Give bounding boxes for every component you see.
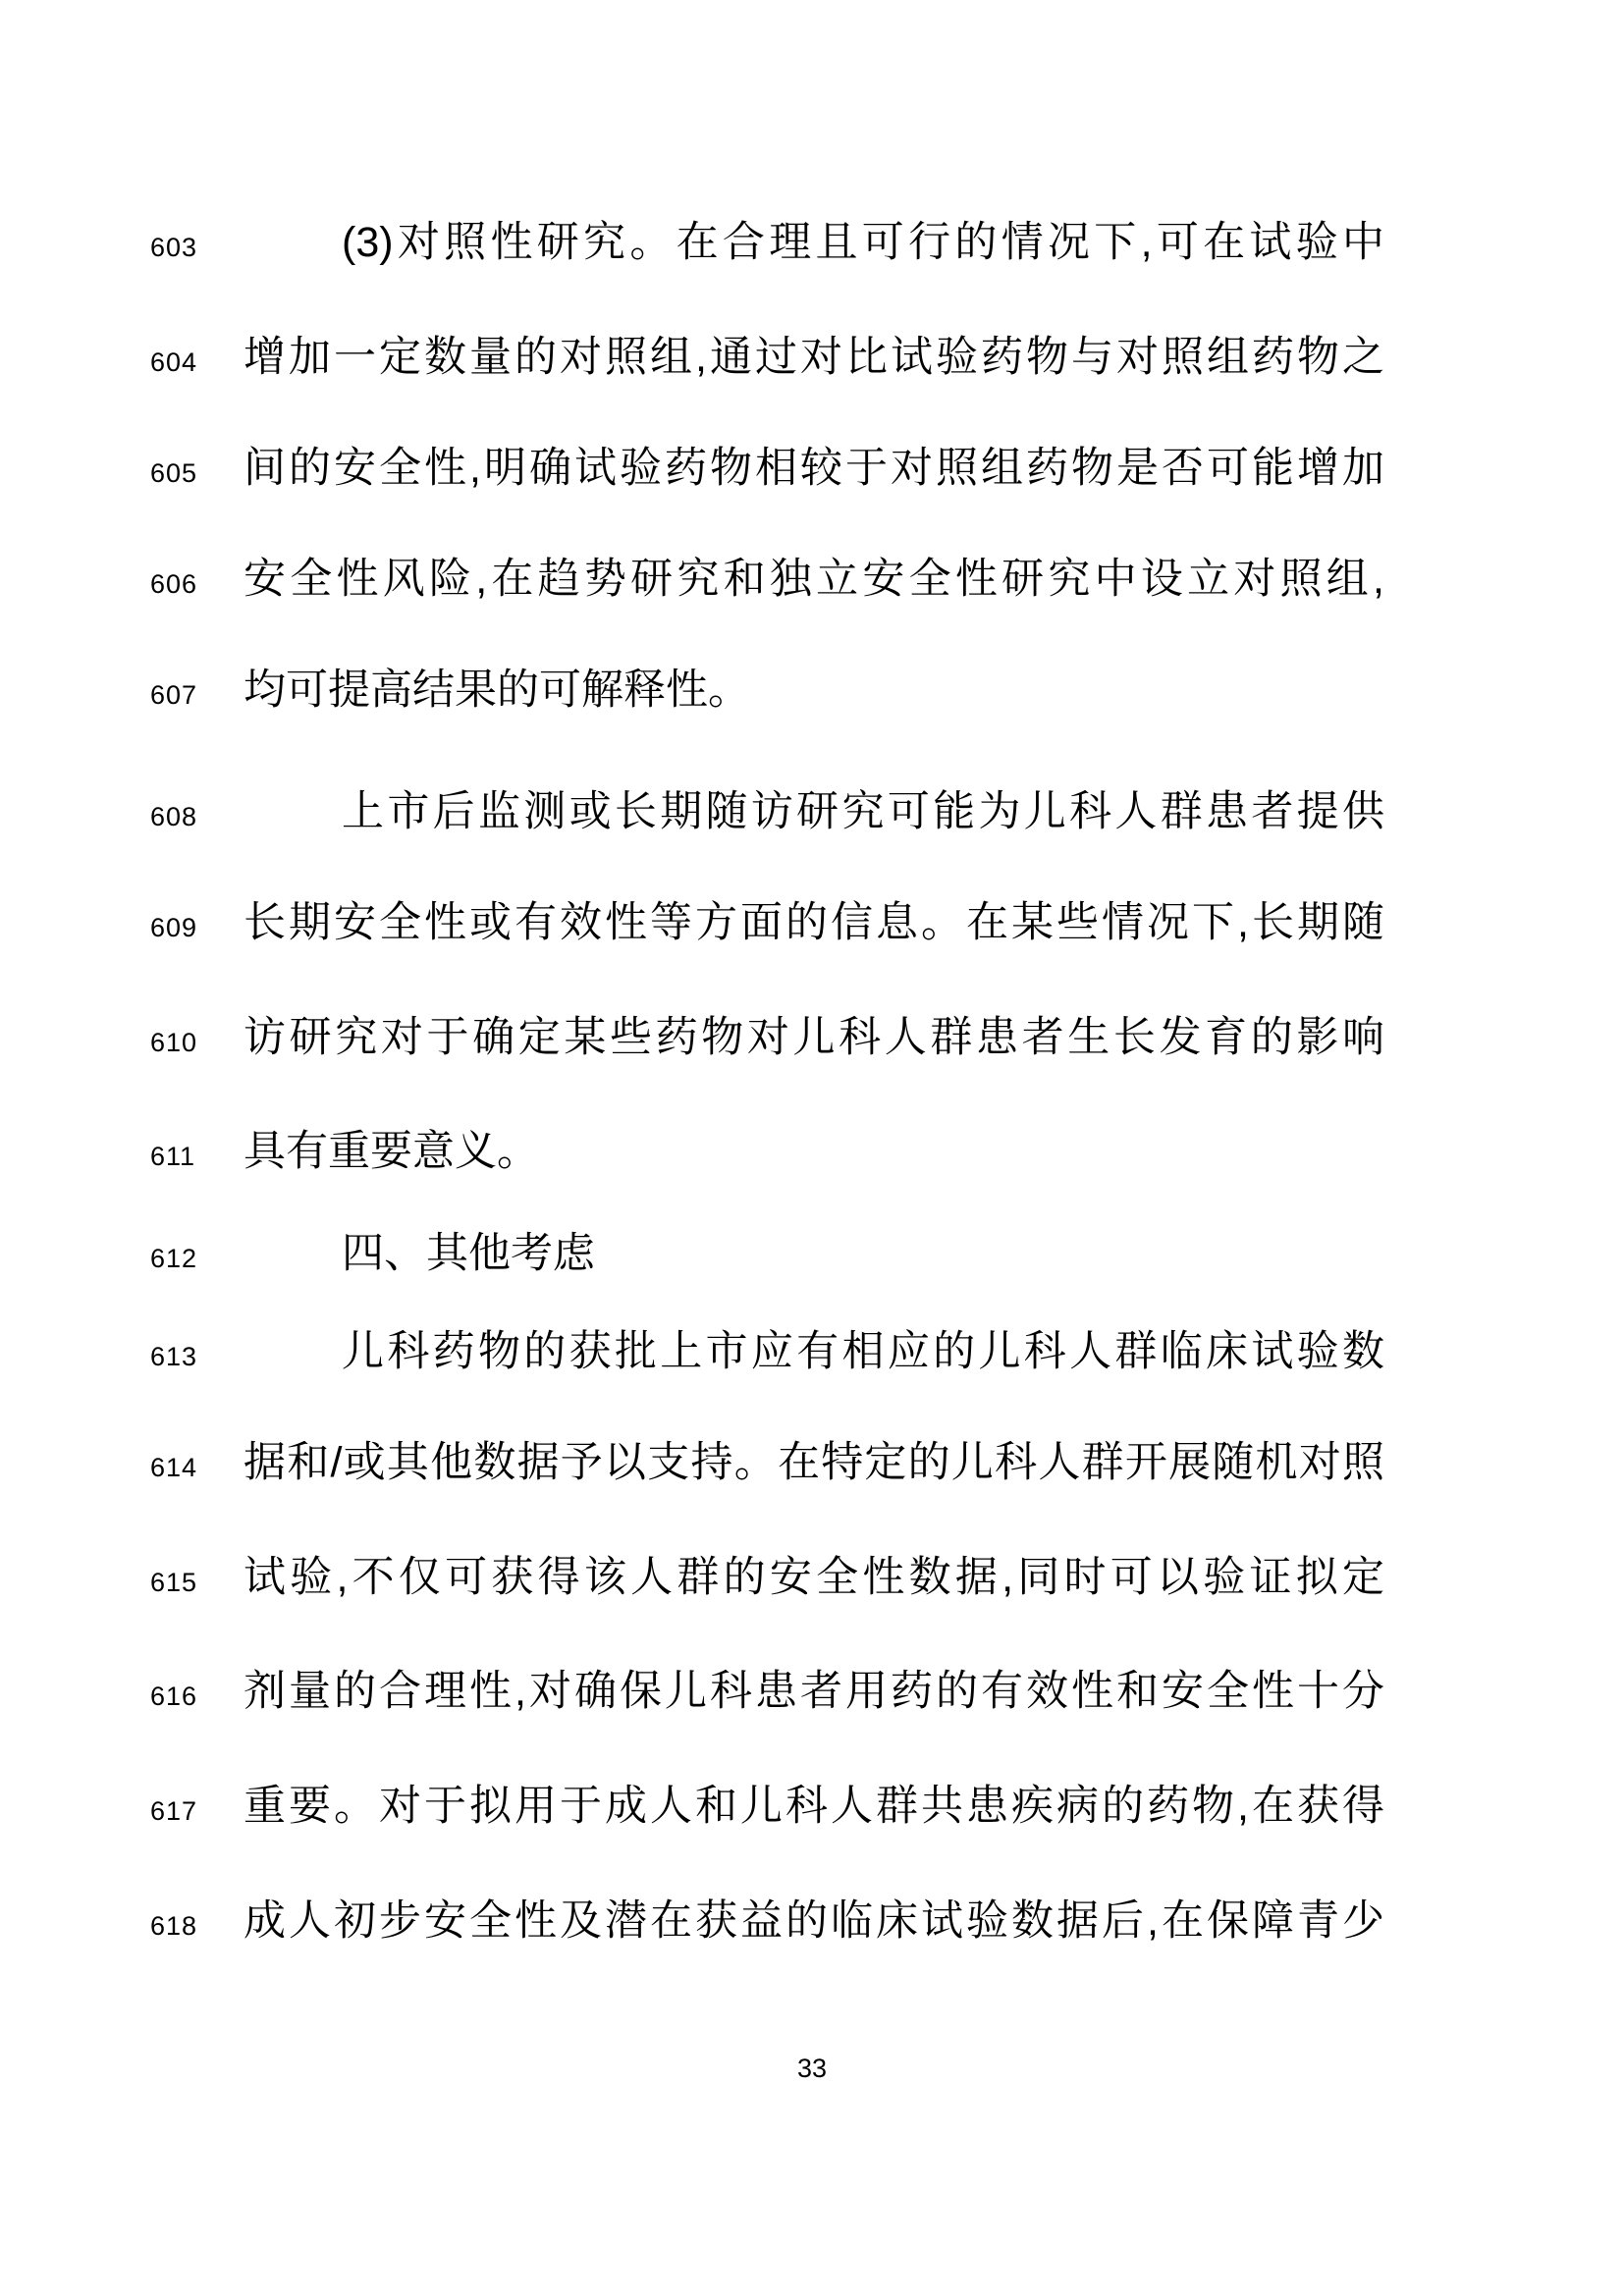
- text-line-row: [150, 439, 1384, 503]
- text-line-row: [150, 782, 1384, 846]
- text-line-row: [150, 661, 1384, 724]
- text-line-row: [150, 1777, 1384, 1841]
- line-number: 605: [150, 458, 198, 488]
- line-number: 617: [150, 1796, 198, 1826]
- text-line-row: [150, 213, 1384, 277]
- line-number: 606: [150, 569, 198, 599]
- body-line-text: 据和/或其他数据予以支持。在特定的儿科人群开展随机对照: [244, 1439, 1384, 1486]
- body-line-text: 长期安全性或有效性等方面的信息。在某些情况下,长期随: [244, 899, 1384, 946]
- line-number: 613: [150, 1342, 198, 1371]
- text-line-row: [150, 328, 1384, 392]
- body-line-text: 均可提高结果的可解释性。: [244, 667, 750, 714]
- line-number: 609: [150, 913, 198, 942]
- line-number: 616: [150, 1682, 198, 1711]
- body-line-text: 间的安全性,明确试验药物相较于对照组药物是否可能增加: [244, 445, 1384, 492]
- text-line-row: [150, 1548, 1384, 1612]
- line-number: 618: [150, 1911, 198, 1941]
- body-line-text: 具有重要意义。: [244, 1128, 539, 1175]
- line-number: 604: [150, 347, 198, 377]
- text-line-row: [150, 1322, 1384, 1386]
- body-line-text: 重要。对于拟用于成人和儿科人群共患疾病的药物,在获得: [244, 1783, 1384, 1830]
- text-line-row: [150, 1892, 1384, 1955]
- body-line-text: 上市后监测或长期随访研究可能为儿科人群患者提供: [342, 788, 1384, 835]
- line-number: 610: [150, 1028, 198, 1057]
- body-line-text: 剂量的合理性,对确保儿科患者用药的有效性和安全性十分: [244, 1668, 1384, 1715]
- body-line-text: 试验,不仅可获得该人群的安全性数据,同时可以验证拟定: [244, 1554, 1384, 1601]
- text-line-row: [150, 1122, 1384, 1186]
- section-heading-text: 四、其他考虑: [342, 1230, 595, 1277]
- body-line-text: 儿科药物的获批上市应有相应的儿科人群临床试验数: [342, 1328, 1384, 1375]
- text-line-row: [150, 1433, 1384, 1497]
- text-line-row: [150, 1662, 1384, 1726]
- heading-line-row: [150, 1224, 1384, 1288]
- line-number: 607: [150, 680, 198, 710]
- body-line-text: (3)对照性研究。在合理且可行的情况下,可在试验中: [342, 219, 1384, 266]
- footer-page-number: 33: [796, 2054, 828, 2083]
- text-line-row: [150, 893, 1384, 957]
- text-line-row: [150, 1008, 1384, 1072]
- line-number: 608: [150, 802, 198, 831]
- body-line-text: 安全性风险,在趋势研究和独立安全性研究中设立对照组,: [244, 556, 1384, 603]
- line-number: 603: [150, 233, 198, 262]
- body-line-text: 增加一定数量的对照组,通过对比试验药物与对照组药物之: [244, 334, 1384, 381]
- body-line-text: 访研究对于确定某些药物对儿科人群患者生长发育的影响: [244, 1014, 1384, 1061]
- text-line-row: [150, 550, 1384, 614]
- body-line-text: 成人初步安全性及潜在获益的临床试验数据后,在保障青少: [244, 1897, 1384, 1945]
- line-number: 612: [150, 1244, 198, 1273]
- line-number: 614: [150, 1453, 198, 1482]
- line-number: 615: [150, 1568, 198, 1597]
- line-number: 611: [150, 1142, 196, 1171]
